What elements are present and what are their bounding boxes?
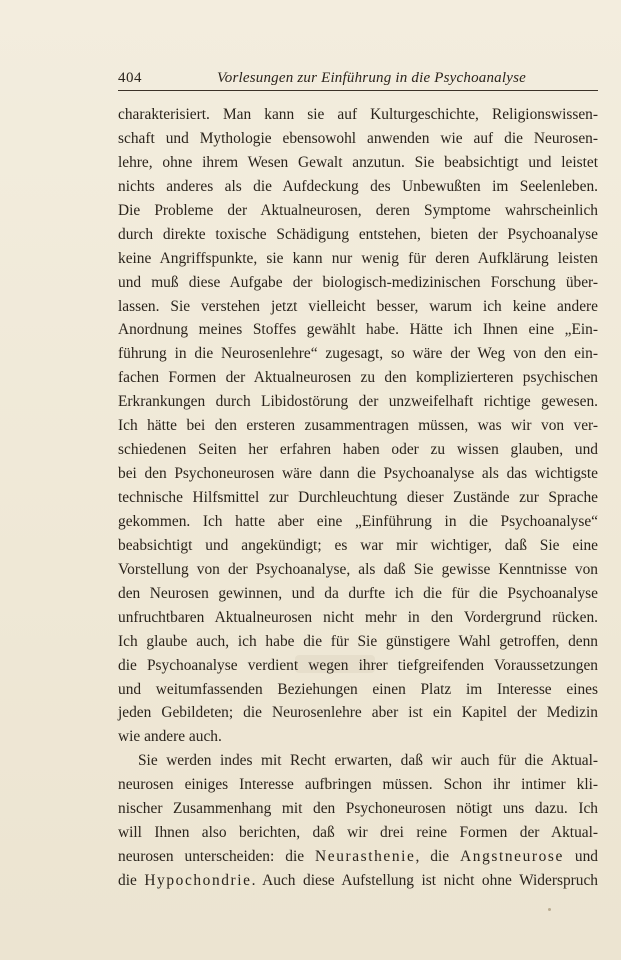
paragraph-2 <box>118 749 598 893</box>
text-line: führung in die Neurosenlehre“ zugesagt, so wäre der Weg von den ein- <box>118 345 598 363</box>
text-line: und weitumfassenden Beziehungen einen Platz im Interesse eines <box>118 680 598 698</box>
text-line: Ich hätte bei den ersteren zusammentragen müssen, was wir von ver- <box>118 417 598 435</box>
header-rule <box>118 90 598 91</box>
text-line: die Psychoanalyse verdient wegen ihrer tiefgreifenden Voraussetzungen <box>118 656 598 674</box>
text-line: Die Probleme der Aktualneurosen, deren Symptome wahrscheinlich <box>118 201 598 219</box>
text-line: gekommen. Ich hatte aber eine „Einführung in die Psychoanalyse“ <box>118 512 598 530</box>
text-line: Erkrankungen durch Libidostörung der unzweifelhaft richtige gewesen. <box>118 393 598 411</box>
text-line: schaft und Mythologie ebensowohl anwenden wie auf die Neurosen- <box>118 129 598 147</box>
paper-speck <box>548 908 551 911</box>
running-title: Vorlesungen zur Einführung in die Psychoanalyse <box>217 70 526 86</box>
text-line <box>118 845 598 869</box>
text-body <box>118 103 598 893</box>
text-line: technische Hilfsmittel zur Durchleuchtung dieser Zustände zur Sprache <box>118 489 598 506</box>
text-line: will Ihnen also berichten, daß wir drei reine Formen der Aktual- <box>118 824 598 842</box>
term-neurasthenie: Neurasthenie <box>315 848 416 866</box>
text-line <box>118 869 598 893</box>
text-line: beabsichtigt und angekündigt; es war mir wichtiger, daß Sie eine <box>118 536 598 554</box>
text-line: nichts anderes als die Aufdeckung des Unbewußten im Seelenleben. <box>118 177 598 195</box>
text-line: charakterisiert. Man kann sie auf Kulturgeschichte, Religionswissen- <box>118 106 598 123</box>
text-line: jeden Gebildeten; die Neurosenlehre aber ist ein Kapitel der Medizin <box>118 704 598 722</box>
line-segment: . Auch diese Aufstellung ist nicht ohne Widerspruch <box>251 872 598 889</box>
text-line: und muß diese Aufgabe der biologisch-medizinischen Forschung über- <box>118 273 598 291</box>
term-hypochondrie: Hypochondrie <box>144 872 252 889</box>
text-line: neurosen einiges Interesse aufbringen müssen. Schon ihr intimer kli- <box>118 776 598 794</box>
text-line: wie andere auch. <box>118 728 222 746</box>
line-segment: und <box>563 848 598 866</box>
text-line: schiedenen Seiten her erfahren haben oder zu wissen glauben, und <box>118 441 598 459</box>
text-line: unfruchtbaren Aktualneurosen nicht mehr in den Vordergrund rücken. <box>118 608 598 626</box>
text-line: Anordnung meines Stoffes gewählt habe. Hätte ich Ihnen eine „Ein- <box>118 321 598 339</box>
text-line: lehre, ohne ihrem Wesen Gewalt anzutun. Sie beabsichtigt und leistet <box>118 153 598 171</box>
text-line: fachen Formen der Aktualneurosen zu den komplizierteren psychischen <box>118 369 598 387</box>
page-header <box>118 66 598 90</box>
term-angstneurose: Angstneurose <box>460 848 564 866</box>
line-segment: neurosen unterscheiden: die <box>118 848 316 866</box>
line-segment: die <box>118 872 145 889</box>
page-number: 404 <box>118 70 142 86</box>
text-line: keine Angriffspunkte, sie kann nur wenig für deren Aufklärung leisten <box>118 249 598 267</box>
text-line: bei den Psychoneurosen wäre dann die Psychoanalyse als das wichtigste <box>118 465 598 483</box>
text-line: durch direkte toxische Schädigung entstehen, bieten der Psychoanalyse <box>118 225 598 243</box>
text-line: lassen. Sie verstehen jetzt vielleicht besser, warum ich keine andere <box>118 297 598 315</box>
text-line: Vorstellung von der Psychoanalyse, als daß Sie gewisse Kenntnisse von <box>118 560 598 578</box>
text-line: Ich glaube auch, ich habe die für Sie günstigere Wahl getroffen, denn <box>118 632 598 650</box>
paragraph-1 <box>118 103 598 749</box>
text-line: nischer Zusammenhang mit den Psychoneurosen nötigt uns dazu. Ich <box>118 800 598 818</box>
text-line: Sie werden indes mit Recht erwarten, daß wir auch für die Aktual- <box>138 752 598 770</box>
text-line: den Neurosen gewinnen, und da durfte ich die für die Psychoanalyse <box>118 584 598 602</box>
line-segment: , die <box>415 848 461 866</box>
